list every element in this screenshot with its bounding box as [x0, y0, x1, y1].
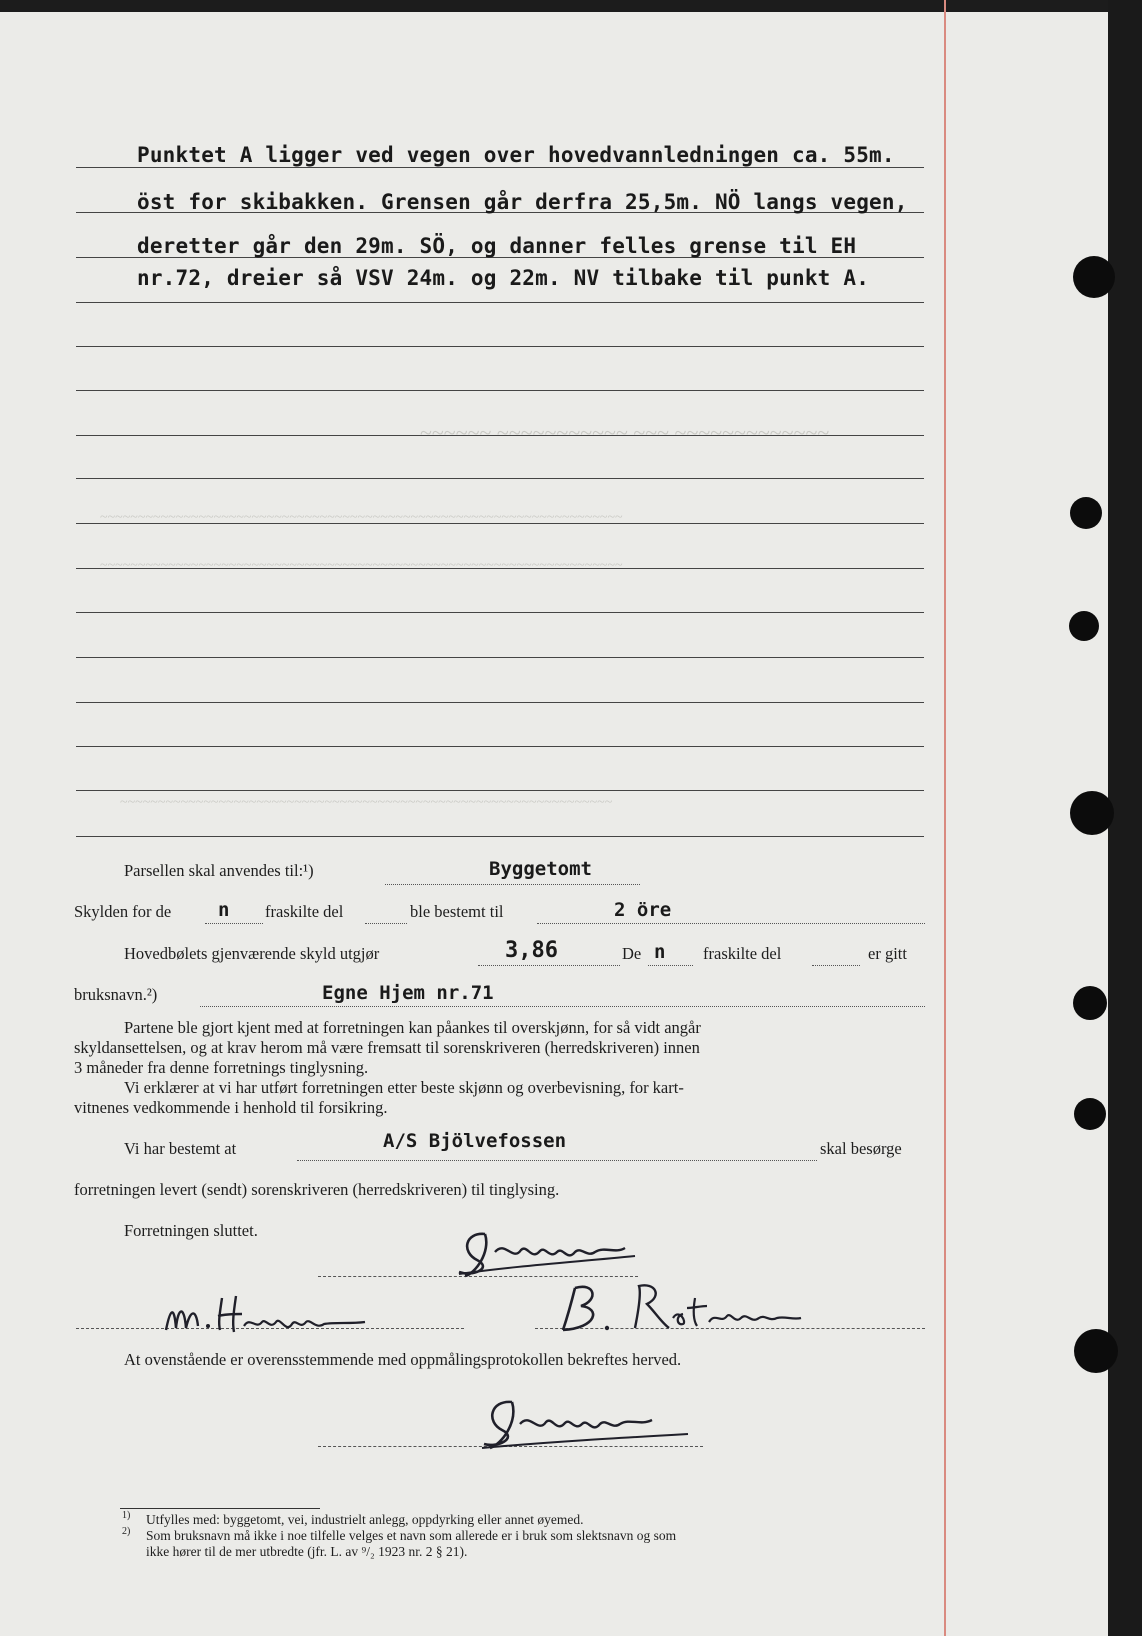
bleed-through: ~~~~~~ ~~~~~~~~~~~ ~~~ ~~~~~~~~~~~~~ [420, 420, 830, 445]
ruled-line [76, 657, 924, 658]
bestemt-label-2: skal besørge [820, 1139, 902, 1158]
parsellen-label: Parsellen skal anvendes til:¹) [124, 861, 314, 880]
fill-line [200, 1006, 925, 1007]
parsellen-value: Byggetomt [489, 858, 592, 880]
footnote-2-line1: Som bruksnavn må ikke i noe tilfelle velges et navn som allerede er i bruk som slektsnavn og som [146, 1528, 677, 1543]
footnote-2-line2: ikke hører til de mer utbredte (jfr. L. av ⁹/₂ 1923 nr. 2 § 21). [146, 1544, 468, 1559]
sluttet-label: Forretningen sluttet. [124, 1221, 258, 1240]
signature-rotnes [555, 1278, 815, 1343]
para2-line2: vitnenes vedkommende i henhold til forsikring. [74, 1098, 388, 1117]
ruled-line [76, 702, 924, 703]
footnote-1-text: Utfylles med: byggetomt, vei, industrielt anlegg, oppdyrking eller annet øyemed. [146, 1512, 584, 1527]
bestemt-value: A/S Bjölvefossen [383, 1130, 567, 1152]
hoved-label-3: fraskilte del [703, 944, 782, 963]
scan-top-edge [0, 0, 1142, 12]
ruled-line [76, 390, 924, 391]
fill-line [478, 965, 620, 966]
bruksnavn-label: bruksnavn.²) [74, 985, 158, 1004]
hoved-fill: n [654, 941, 666, 963]
skylden-label: Skylden for de [74, 902, 172, 921]
signature-skappan-2 [478, 1394, 698, 1459]
ruled-line [76, 790, 924, 791]
para2-line1: Vi erklærer at vi har utført forretningen etter beste skjønn og overbevisning, for kart- [124, 1078, 684, 1097]
punch-hole [1070, 497, 1102, 529]
bleed-through: ~~~~~~~~~~~~~~~~~~~~~~~~~~~~~~~~~~~~~~~~~~~~~~~~~~~~~~~~~~~~~~~~~ [120, 795, 613, 810]
description-line-4: nr.72, dreier så VSV 24m. og 22m. NV tilbake til punkt A. [137, 266, 870, 290]
ruled-line [76, 836, 924, 837]
skylden-value: 2 öre [614, 899, 672, 921]
para1-line3: 3 måneder fra denne forretnings tinglysning. [74, 1058, 369, 1077]
fill-line [648, 965, 693, 966]
para1-line2: skyldansettelsen, og at krav herom må være fremsatt til sorenskriveren (herredskriveren) innen [74, 1038, 700, 1057]
fill-line [385, 884, 640, 885]
hoved-label-2: De [622, 944, 642, 963]
fill-line [812, 965, 860, 966]
ruled-line [76, 346, 924, 347]
description-line-1: Punktet A ligger ved vegen over hovedvannledningen ca. 55m. [137, 143, 895, 167]
punch-hole [1073, 986, 1107, 1020]
ruled-line [76, 302, 924, 303]
signature-haugen [160, 1290, 390, 1345]
para1-line1: Partene ble gjort kjent med at forretningen kan påankes til overskjønn, for så vidt angår [124, 1018, 701, 1037]
skylden-fill: n [218, 899, 230, 921]
ruled-line [76, 478, 924, 479]
bestemt-label: Vi har bestemt at [124, 1139, 237, 1158]
fill-line [537, 923, 925, 924]
bleed-through: ~~~~~~~~~~~~~~~~~~~~~~~~~~~~~~~~~~~~~~~~~~~~~~~~~~~~~~~~~~~~~~~~~~~~~ [100, 558, 623, 573]
ruled-line [76, 612, 924, 613]
levert-line: forretningen levert (sendt) sorenskriveren (herredskriveren) til tinglysing. [74, 1180, 560, 1199]
punch-hole [1073, 256, 1115, 298]
bekreftes-line: At ovenstående er overensstemmende med oppmålingsprotokollen bekreftes herved. [124, 1350, 682, 1369]
skylden-label-3: ble bestemt til [410, 902, 504, 921]
fill-line [297, 1160, 817, 1161]
margin-line [944, 0, 946, 1636]
punch-hole [1070, 791, 1114, 835]
hoved-value: 3,86 [505, 938, 558, 963]
description-line-3: deretter går den 29m. SÖ, og danner felles grense til EH [137, 234, 857, 258]
bruksnavn-value: Egne Hjem nr.71 [322, 982, 494, 1004]
ruled-line [76, 167, 924, 168]
skylden-label-2: fraskilte del [265, 902, 344, 921]
hoved-label: Hovedbølets gjenværende skyld utgjør [124, 944, 380, 963]
punch-hole [1074, 1329, 1118, 1373]
description-line-2: öst for skibakken. Grensen går derfra 25,5m. NÖ langs vegen, [137, 190, 908, 214]
footnote-1-mark: 1) [122, 1510, 131, 1521]
footnote-rule [120, 1508, 320, 1509]
punch-hole [1074, 1098, 1106, 1130]
bleed-through: ~~~~~~~~~~~~~~~~~~~~~~~~~~~~~~~~~~~~~~~~~~~~~~~~~~~~~~~~~~~~~~~~~~~~~ [100, 510, 623, 525]
fill-line [365, 923, 407, 924]
ruled-line [76, 746, 924, 747]
hoved-label-4: er gitt [868, 944, 907, 963]
footnote-2-mark: 2) [122, 1526, 131, 1537]
fill-line [205, 923, 263, 924]
punch-hole [1069, 611, 1099, 641]
